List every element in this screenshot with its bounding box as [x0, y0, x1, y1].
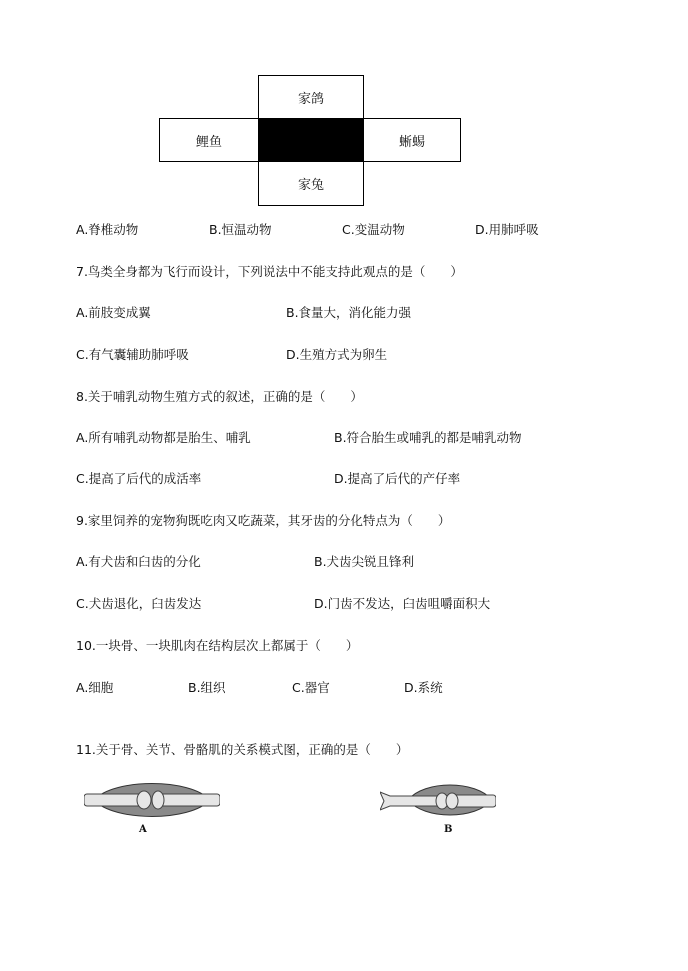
- q10-option-d: D.系统: [404, 680, 443, 695]
- diagram-bottom-label: 家兔: [297, 178, 324, 193]
- diagram-left-cell: [159, 118, 259, 162]
- q7-stem: 7.鸟类全身都为飞行而设计，下列说法中不能支持此观点的是（ ）: [76, 264, 463, 279]
- q7-option-b: B.食量大，消化能力强: [286, 305, 412, 320]
- q7-option-c: C.有气囊辅助肺呼吸: [76, 347, 189, 362]
- q11-figure-a: [84, 778, 220, 838]
- q8-option-c: C.提高了后代的成活率: [76, 471, 202, 486]
- q9-stem: 9.家里饲养的宠物狗既吃肉又吃蔬菜，其牙齿的分化特点为（ ）: [76, 513, 451, 528]
- bone-muscle-diagram-a: [84, 778, 220, 822]
- q10-option-c: C.器官: [292, 680, 330, 695]
- q9-option-d: D.门齿不发达，臼齿咀嚼面积大: [314, 596, 491, 611]
- diagram-center-cell: [258, 118, 364, 162]
- q8-stem: 8.关于哺乳动物生殖方式的叙述，正确的是（ ）: [76, 389, 363, 404]
- q9-option-a: A.有犬齿和臼齿的分化: [76, 554, 201, 569]
- bone-muscle-diagram-b: [380, 778, 496, 822]
- q6-option-a: A.脊椎动物: [76, 222, 139, 237]
- q7-option-d: D.生殖方式为卵生: [286, 347, 388, 362]
- q7-option-a: A.前肢变成翼: [76, 305, 151, 320]
- q10-stem: 10.一块骨、一块肌肉在结构层次上都属于（ ）: [76, 638, 359, 653]
- diagram-bottom-cell: [258, 161, 364, 206]
- q8-option-a: A.所有哺乳动物都是胎生、哺乳: [76, 430, 251, 445]
- diagram-top-label: 家鸽: [297, 92, 324, 107]
- q10-option-b: B.组织: [188, 680, 226, 695]
- q8-option-d: D.提高了后代的产仔率: [334, 471, 461, 486]
- diagram-top-cell: [258, 75, 364, 120]
- q6-option-c: C.变温动物: [342, 222, 405, 237]
- q11-stem: 11.关于骨、关节、骨骼肌的关系模式图，正确的是（ ）: [76, 742, 409, 757]
- q6-option-d: D.用肺呼吸: [475, 222, 539, 237]
- q8-option-b: B.符合胎生或哺乳的都是哺乳动物: [334, 430, 522, 445]
- q6-option-b: B.恒温动物: [209, 222, 272, 237]
- q11-figure-b: [380, 778, 496, 838]
- q9-option-c: C.犬齿退化，臼齿发达: [76, 596, 202, 611]
- q11-figure-a-label: A: [139, 824, 147, 835]
- diagram-right-label: 蜥蜴: [398, 134, 425, 150]
- diagram-left-label: 鲤鱼: [195, 134, 222, 150]
- q11-figure-b-label: B: [444, 824, 453, 835]
- q9-option-b: B.犬齿尖锐且锋利: [314, 554, 415, 569]
- diagram-right-cell: [363, 118, 461, 162]
- q10-option-a: A.细胞: [76, 680, 114, 695]
